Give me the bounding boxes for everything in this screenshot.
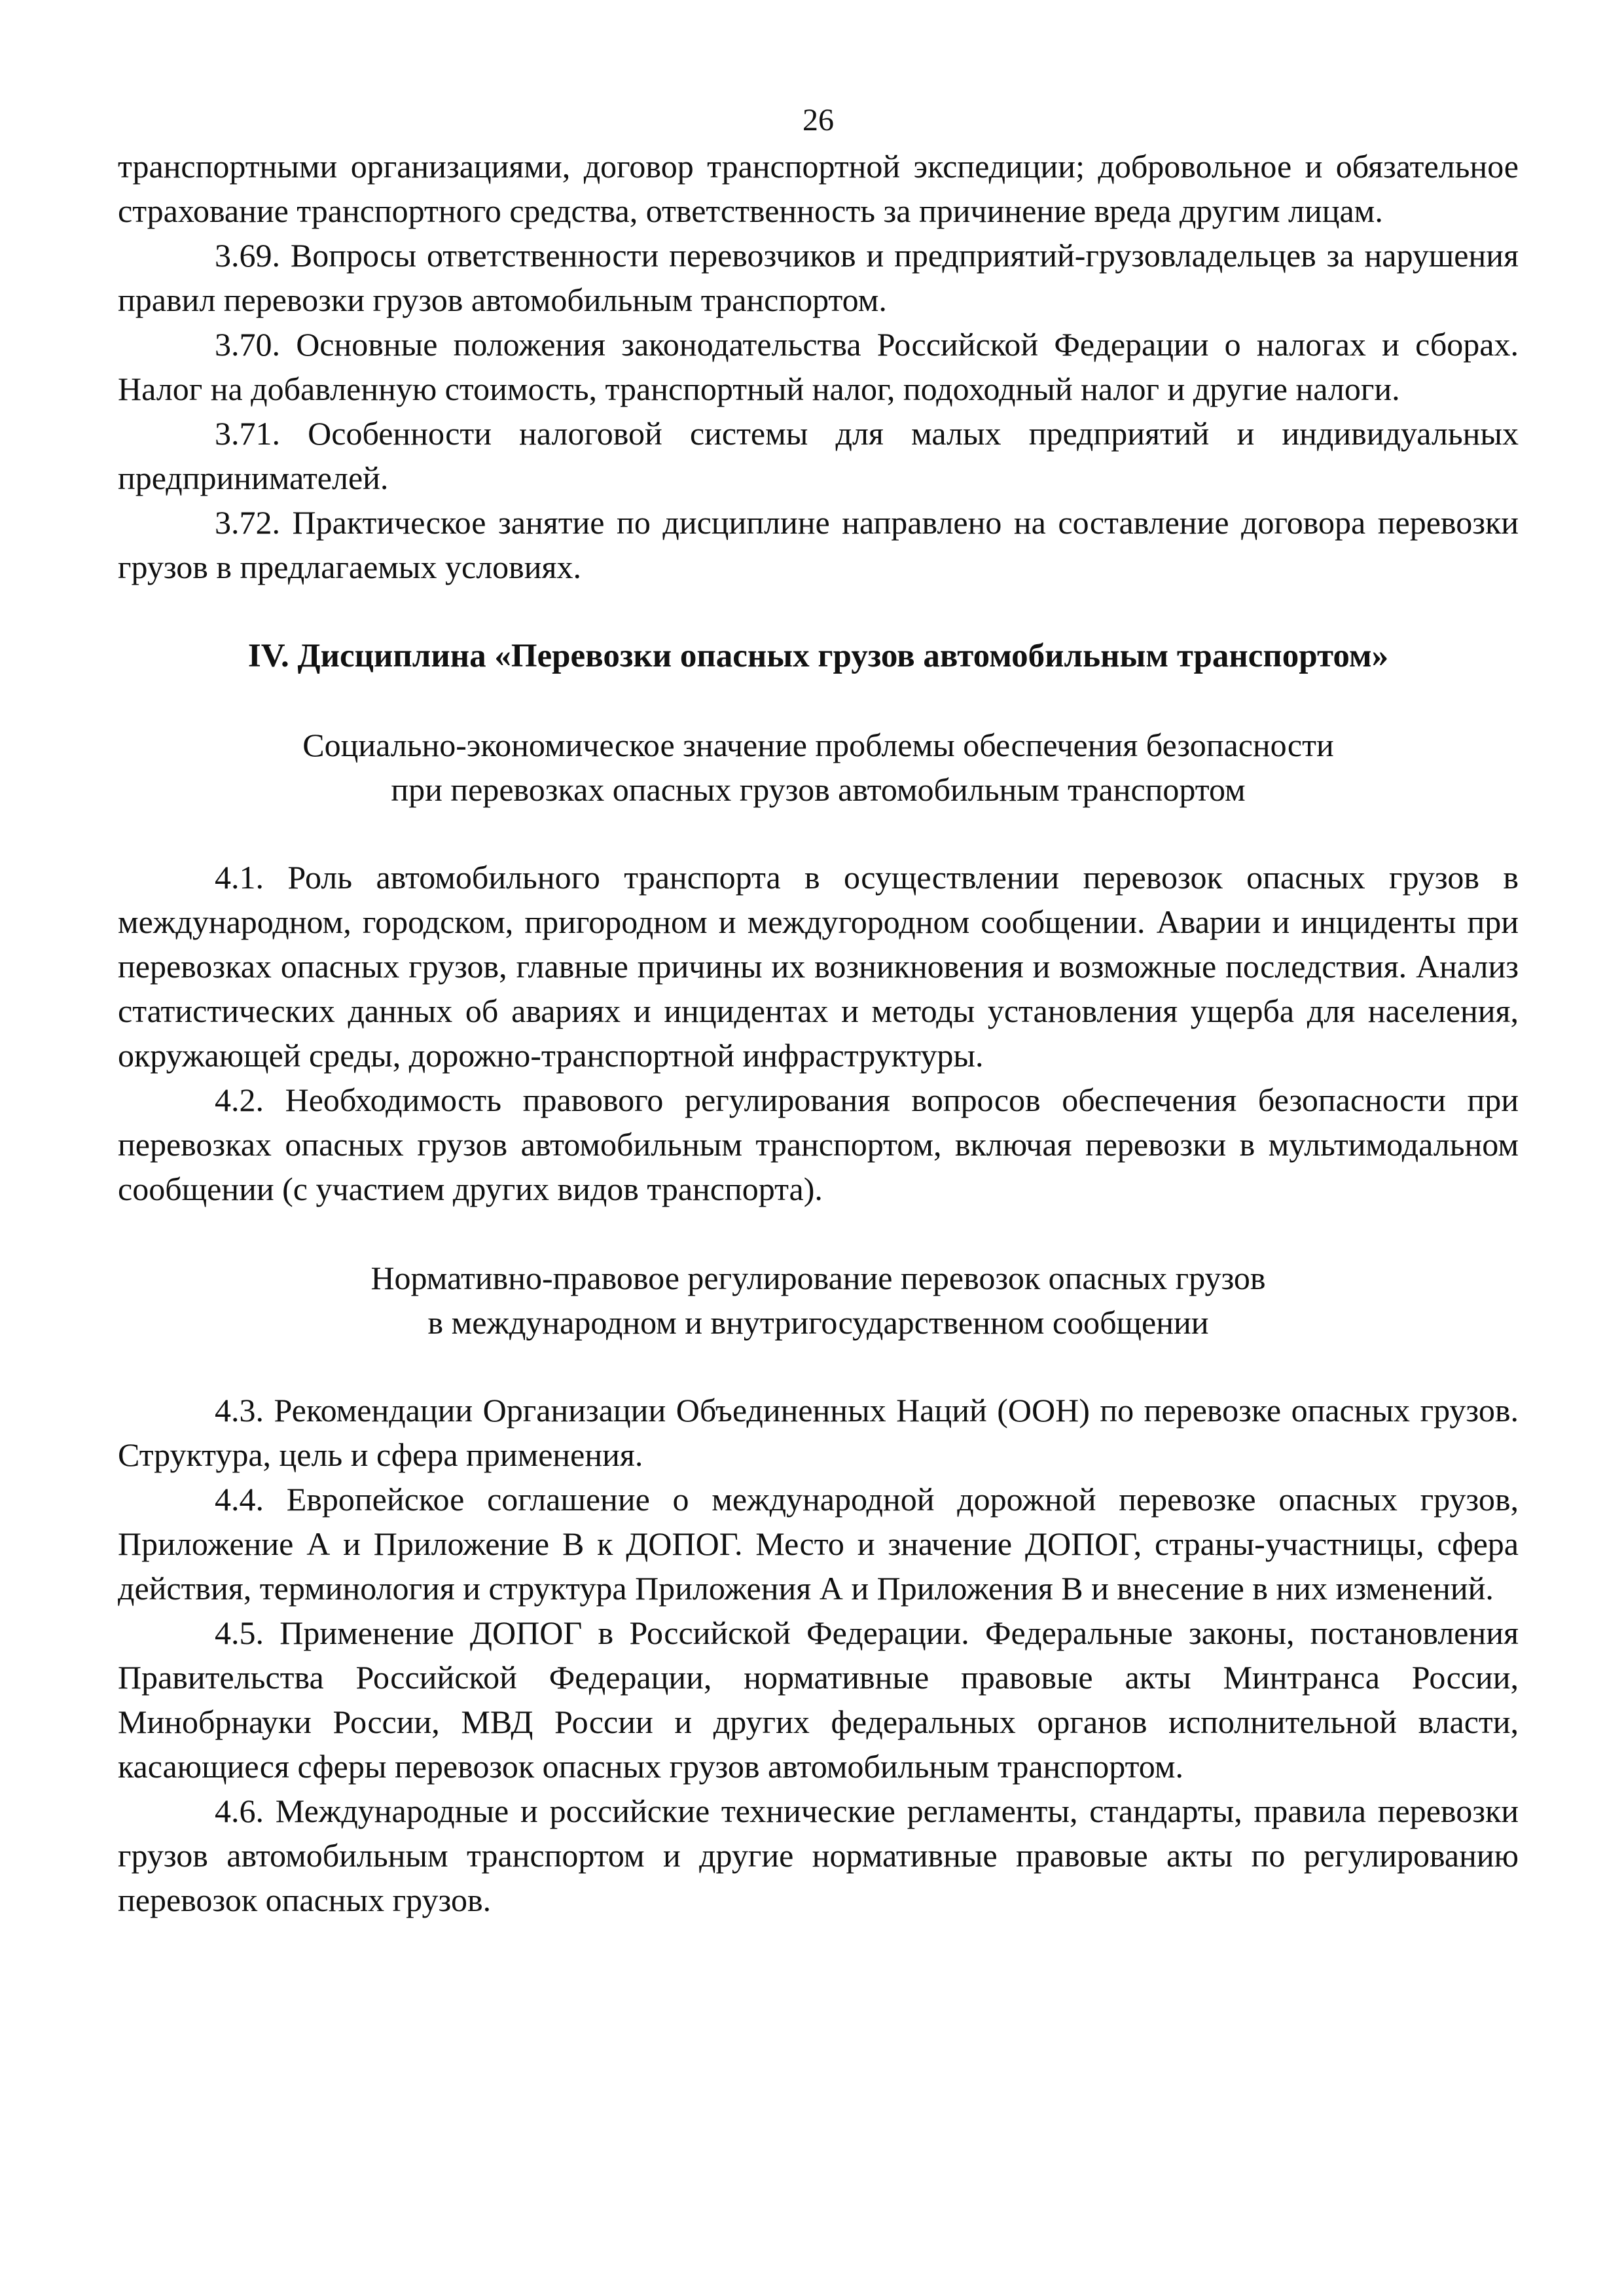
subheading-line: Нормативно-правовое регулирование перевозок опасных грузов	[370, 1260, 1266, 1296]
subheading-line: при перевозках опасных грузов автомобильным транспортом	[391, 771, 1246, 808]
paragraph-4-1: 4.1. Роль автомобильного транспорта в осуществлении перевозок опасных грузов в международном, городском, пригородном и междугородном сообщении. Аварии и инциденты при перевозках опасных грузов, главные причины их возникновения и возможные последствия. Анализ статистических данных об авариях и инцидентах и методы установления ущерба для населения, окружающей среды, дорожно-транспортной инфраструктуры.	[118, 859, 1519, 1074]
section-heading: IV. Дисциплина «Перевозки опасных грузов автомобильным транспортом»	[247, 638, 1389, 674]
paragraph-4-6: 4.6. Международные и российские технические регламенты, стандарты, правила перевозки грузов автомобильным транспортом и другие нормативные правовые акты по регулированию перевозок опасных грузов.	[118, 1793, 1519, 1918]
page-number: 26	[803, 103, 834, 137]
paragraph-continuation: транспортными организациями, договор транспортной экспедиции; добровольное и обязательное страхование транспортного средства, ответственность за причинение вреда другим лицам.	[118, 148, 1519, 229]
subheading-social-economic	[118, 723, 1519, 812]
paragraph-4-2: 4.2. Необходимость правового регулирования вопросов обеспечения безопасности при перевозках опасных грузов автомобильным транспортом, включая перевозки в мультимодальном сообщении (с участием других видов транспорта).	[118, 1082, 1519, 1207]
subheading-regulation	[118, 1256, 1519, 1345]
subheading-line: в международном и внутригосударственном сообщении	[427, 1304, 1209, 1341]
paragraph-4-3: 4.3. Рекомендации Организации Объединенных Наций (ООН) по перевозке опасных грузов. Структура, цель и сфера применения.	[118, 1392, 1519, 1473]
subheading-line: Социально-экономическое значение проблемы обеспечения безопасности	[302, 727, 1334, 763]
paragraph-3-69: 3.69. Вопросы ответственности перевозчиков и предприятий-грузовладельцев за нарушения правил перевозки грузов автомобильным транспортом.	[118, 237, 1519, 318]
paragraph-4-4: 4.4. Европейское соглашение о международной дорожной перевозке опасных грузов, Приложение А и Приложение В к ДОПОГ. Место и значение ДОПОГ, страны-участницы, сфера действия, терминология и структура Приложения А и Приложения В и внесение в них изменений.	[118, 1481, 1519, 1607]
document-page	[118, 98, 1519, 1922]
paragraph-4-5: 4.5. Применение ДОПОГ в Российской Федерации. Федеральные законы, постановления Правительства Российской Федерации, нормативные правовые акты Минтранса России, Минобрнауки России, МВД России и других федеральных органов исполнительной власти, касающиеся сферы перевозок опасных грузов автомобильным транспортом.	[118, 1614, 1519, 1785]
paragraph-3-72: 3.72. Практическое занятие по дисциплине направлено на составление договора перевозки грузов в предлагаемых условиях.	[118, 504, 1519, 585]
paragraph-3-71: 3.71. Особенности налоговой системы для малых предприятий и индивидуальных предпринимателей.	[118, 415, 1519, 496]
paragraph-3-70: 3.70. Основные положения законодательства Российской Федерации о налогах и сборах. Налог на добавленную стоимость, транспортный налог, подоходный налог и другие налоги.	[118, 326, 1519, 407]
